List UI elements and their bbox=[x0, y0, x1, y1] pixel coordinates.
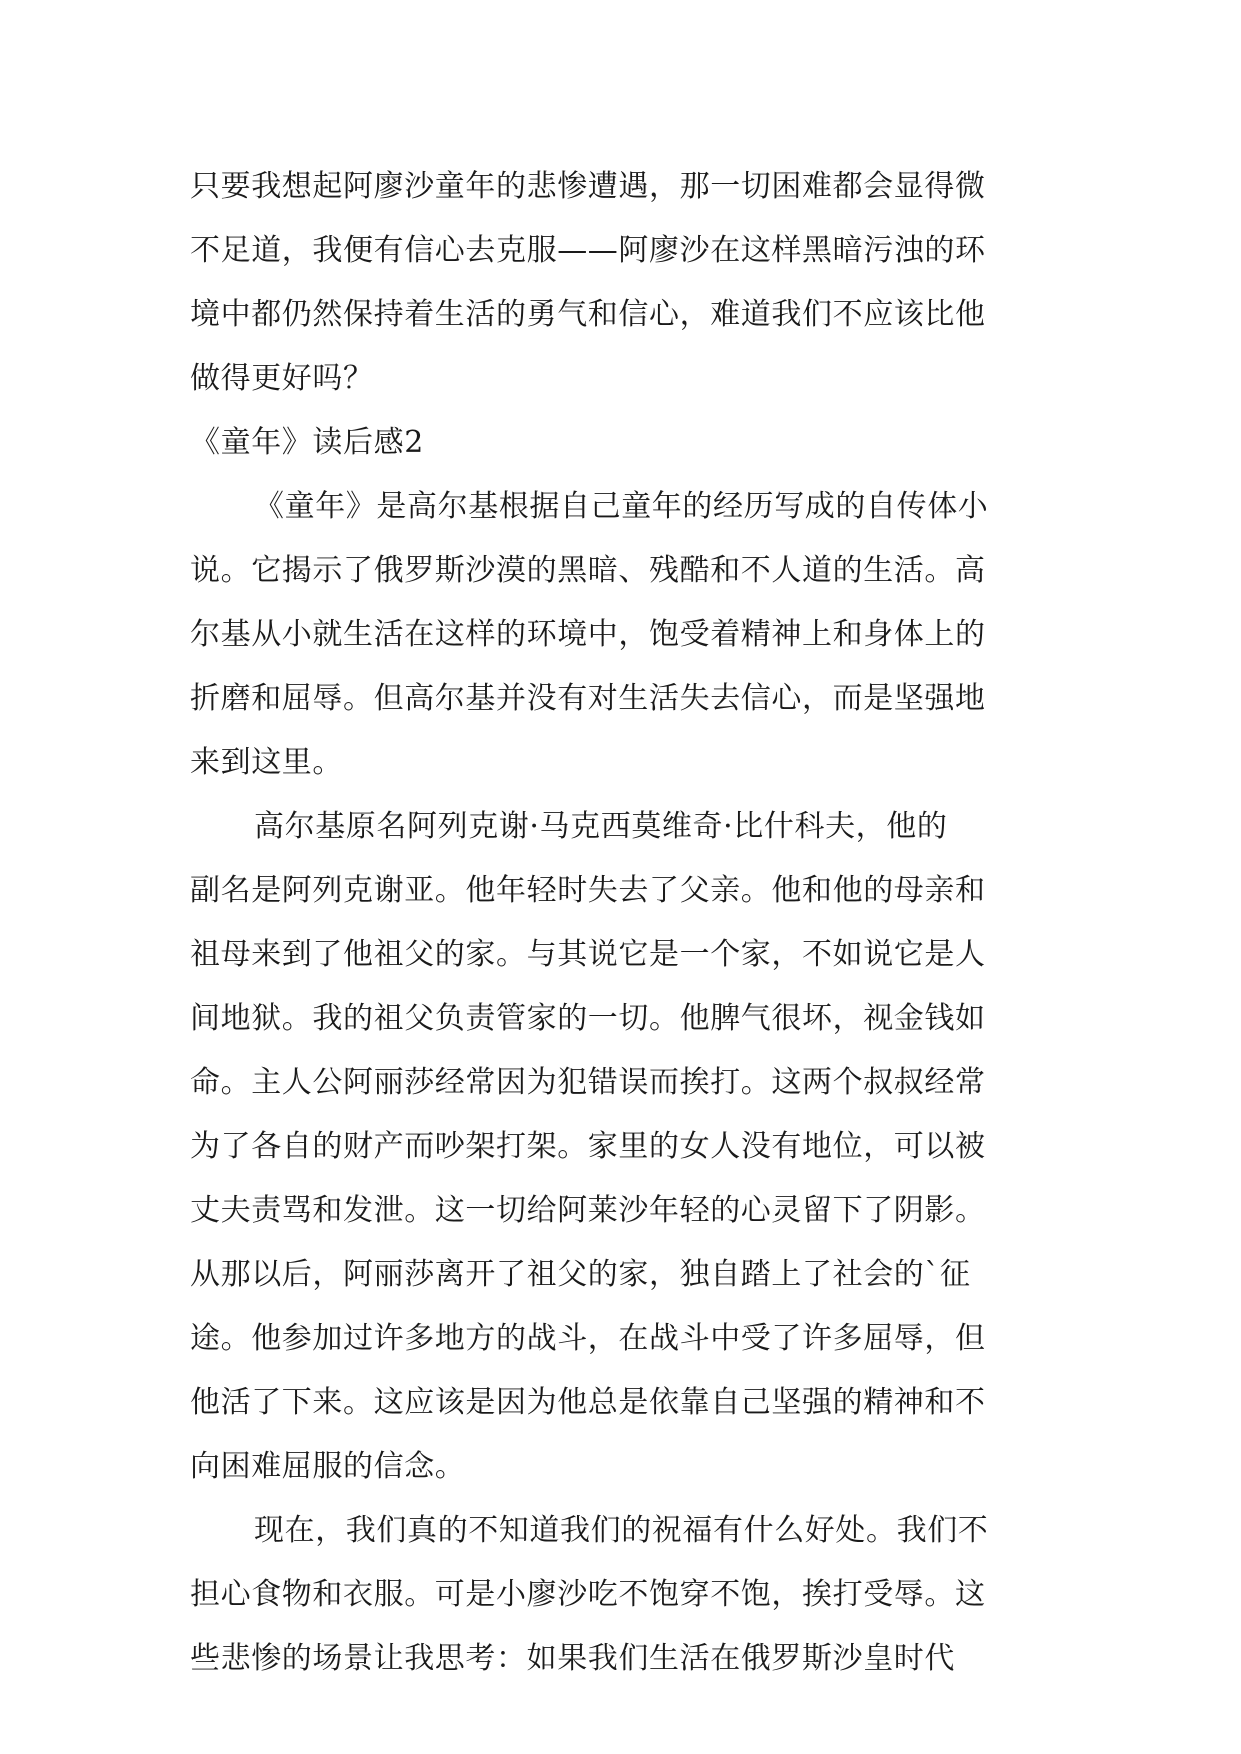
text-line: 高尔基原名阿列克谢·马克西莫维奇·比什科夫，他的 bbox=[254, 809, 948, 844]
document-body bbox=[190, 155, 1070, 1691]
text-line: 不足道，我便有信心去克服——阿廖沙在这样黑暗污浊的环 bbox=[190, 233, 986, 268]
text-line: 折磨和屈辱。但高尔基并没有对生活失去信心，而是坚强地 bbox=[190, 681, 986, 716]
text-line: 丈夫责骂和发泄。这一切给阿莱沙年轻的心灵留下了阴影。 bbox=[190, 1193, 986, 1228]
text-line: 祖母来到了他祖父的家。与其说它是一个家，不如说它是人 bbox=[190, 937, 986, 972]
text-line: 途。他参加过许多地方的战斗，在战斗中受了许多屈辱，但 bbox=[190, 1321, 986, 1356]
text-line: 从那以后，阿丽莎离开了祖父的家，独自踏上了社会的`征 bbox=[190, 1257, 971, 1292]
text-line: 来到这里。 bbox=[190, 745, 343, 780]
text-line: 间地狱。我的祖父负责管家的一切。他脾气很坏，视金钱如 bbox=[190, 1001, 986, 1036]
text-line: 尔基从小就生活在这样的环境中，饱受着精神上和身体上的 bbox=[190, 617, 986, 652]
text-line: 他活了下来。这应该是因为他总是依靠自己坚强的精神和不 bbox=[190, 1385, 986, 1420]
text-line: 说。它揭示了俄罗斯沙漠的黑暗、残酷和不人道的生活。高 bbox=[190, 553, 986, 588]
text-line: 命。主人公阿丽莎经常因为犯错误而挨打。这两个叔叔经常 bbox=[190, 1065, 986, 1100]
text-line: 《童年》是高尔基根据自己童年的经历写成的自传体小 bbox=[254, 489, 989, 524]
text-line: 境中都仍然保持着生活的勇气和信心，难道我们不应该比他 bbox=[190, 297, 986, 332]
text-line: 些悲惨的场景让我思考：如果我们生活在俄罗斯沙皇时代 bbox=[190, 1641, 955, 1676]
text-line: 副名是阿列克谢亚。他年轻时失去了父亲。他和他的母亲和 bbox=[190, 873, 986, 908]
text-line: 只要我想起阿廖沙童年的悲惨遭遇，那一切困难都会显得微 bbox=[190, 169, 986, 204]
text-line: 现在，我们真的不知道我们的祝福有什么好处。我们不 bbox=[254, 1513, 989, 1548]
section-heading: 《童年》读后感2 bbox=[190, 425, 424, 460]
text-line: 为了各自的财产而吵架打架。家里的女人没有地位，可以被 bbox=[190, 1129, 986, 1164]
text-line: 做得更好吗？ bbox=[190, 361, 374, 396]
text-line: 担心食物和衣服。可是小廖沙吃不饱穿不饱，挨打受辱。这 bbox=[190, 1577, 986, 1612]
text-line: 向困难屈服的信念。 bbox=[190, 1449, 466, 1484]
